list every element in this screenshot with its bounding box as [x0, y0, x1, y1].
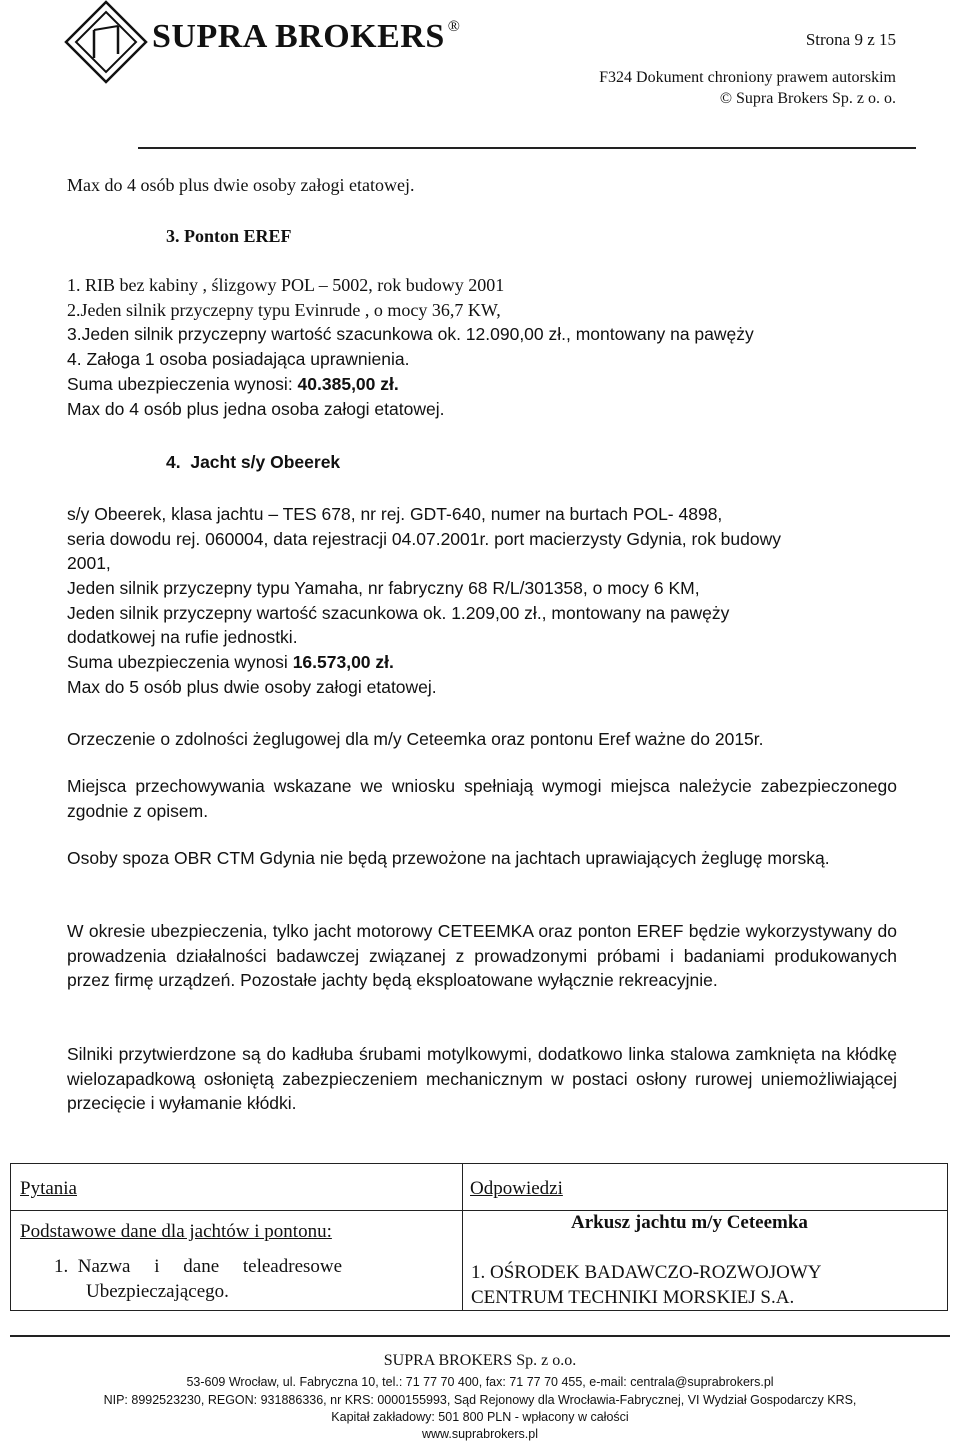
page-number: Strona 9 z 15 [805, 30, 896, 49]
copyright-notice: © Supra Brokers Sp. z o. o. [719, 90, 896, 107]
para-osoby: Osoby spoza OBR CTM Gdynia nie będą przewożone na jachtach uprawiających żeglugę morską. [67, 848, 830, 868]
footer-website: www.suprabrokers.pl [421, 1427, 538, 1441]
footer-address: 53-609 Wrocław, ul. Fabryczna 10, tel.: 71 77 70 400, fax: 71 77 70 455, e-mail: centrala@suprabrokers.pl [186, 1375, 774, 1389]
yacht-sheet-title: Arkusz jachtu m/y Ceteemka [571, 1212, 808, 1233]
section3-max: Max do 4 osób plus jedna osoba załogi etatowej. [67, 399, 445, 419]
section4-line-1: s/y Obeerek, klasa jachtu – TES 678, nr rej. GDT-640, numer na burtach POL- 4898, [67, 504, 723, 524]
answer-1-line-2: CENTRUM TECHNIKI MORSKIEJ S.A. [471, 1287, 795, 1308]
section3-crew: 4. Załoga 1 osoba posiadająca uprawnienia. [67, 349, 410, 369]
footer-company: SUPRA BROKERS Sp. z o.o. [383, 1352, 577, 1369]
para-miejsca: Miejsca przechowywania wskazane we wniosku spełniają wymogi miejsca należycie zabezpieczonego zgodnie z opisem. [67, 776, 897, 821]
section4-line-2: seria dowodu rej. 060004, data rejestracji 04.07.2001r. port macierzysty Gdynia, rok budowy [67, 529, 781, 549]
header-divider [138, 147, 916, 149]
section4-sum: Suma ubezpieczenia wynosi 16.573,00 zł. [67, 652, 394, 672]
doc-notice: F324 Dokument chroniony prawem autorskim [599, 69, 896, 86]
diamond-logo-icon [64, 0, 148, 84]
section3-item-2: 2.Jeden silnik przyczepny typu Evinrude , o mocy 36,7 KW, [67, 300, 501, 320]
section4-max: Max do 5 osób plus dwie osoby załogi etatowej. [67, 677, 437, 697]
crew-limit-top: Max do 4 osób plus dwie osoby załogi etatowej. [67, 175, 415, 195]
questions-header: Pytania [20, 1178, 77, 1199]
section3-sum: Suma ubezpieczenia wynosi: 40.385,00 zł. [67, 374, 399, 394]
para-silniki: Silniki przytwierdzone są do kadłuba śrubami motylkowymi, dodatkowo linka stalowa zamknięta na kłódkę wielozapadkową osłoniętą zabezpieczeniem mechanicznym w postaci osłony rurowej uniemożliwiającej przecięcie i wyłamanie kłódki. [67, 1044, 897, 1113]
section3-item-3: 3.Jeden silnik przyczepny wartość szacunkowa ok. 12.090,00 zł., montowany na pawęży [67, 324, 754, 344]
brand-name: SUPRA BROKERS ® [152, 17, 461, 55]
basic-data-subheader: Podstawowe dane dla jachtów i pontonu: [20, 1221, 332, 1242]
section4-line-3: 2001, [67, 553, 111, 573]
qa-table-row-divider [10, 1210, 948, 1211]
para-okres: W okresie ubezpieczenia, tylko jacht motorowy CETEEMKA oraz ponton EREF będzie wykorzystywany do prowadzenia działalności badawczej związanej z prowadzonymi próbami i badaniami produkowanych przez firmę urządzeń. Pozostałe jachty będą eksploatowane wyłącznie rekreacyjnie. [67, 921, 897, 990]
section4-line-4: Jeden silnik przyczepny typu Yamaha, nr fabryczny 68 R/L/301358, o mocy 6 KM, [67, 578, 700, 598]
registered-mark: ® [447, 17, 461, 35]
question-1-line-1: 1. Nazwa i dane teleadresowe [54, 1256, 343, 1277]
answers-header: Odpowiedzi [470, 1178, 563, 1199]
footer-capital: Kapitał zakładowy: 501 800 PLN - wpłacony w całości [331, 1410, 629, 1424]
section4-line-5: Jeden silnik przyczepny wartość szacunkowa ok. 1.209,00 zł., montowany na pawęży [67, 603, 730, 623]
section4-heading: 4. Jacht s/y Obeerek [166, 452, 341, 472]
section3-heading: 3. Ponton EREF [166, 226, 292, 246]
footer-divider [10, 1335, 950, 1337]
question-1-line-2: Ubezpieczającego. [86, 1281, 229, 1302]
section4-line-6: dodatkowej na rufie jednostki. [67, 627, 298, 647]
para-orzeczenie: Orzeczenie o zdolności żeglugowej dla m/y Ceteemka oraz pontonu Eref ważne do 2015r. [67, 729, 764, 749]
answer-1-line-1: 1. OŚRODEK BADAWCZO-ROZWOJOWY [471, 1262, 822, 1283]
qa-table-column-divider [462, 1163, 463, 1311]
section3-item-1: 1. RIB bez kabiny , ślizgowy POL – 5002, rok budowy 2001 [67, 275, 505, 295]
footer-registry: NIP: 8992523230, REGON: 931886336, nr KRS: 0000155993, Sąd Rejonowy dla Wrocławia-Fabrycznej, VI Wydział Gospodarczy KRS, [103, 1393, 857, 1407]
